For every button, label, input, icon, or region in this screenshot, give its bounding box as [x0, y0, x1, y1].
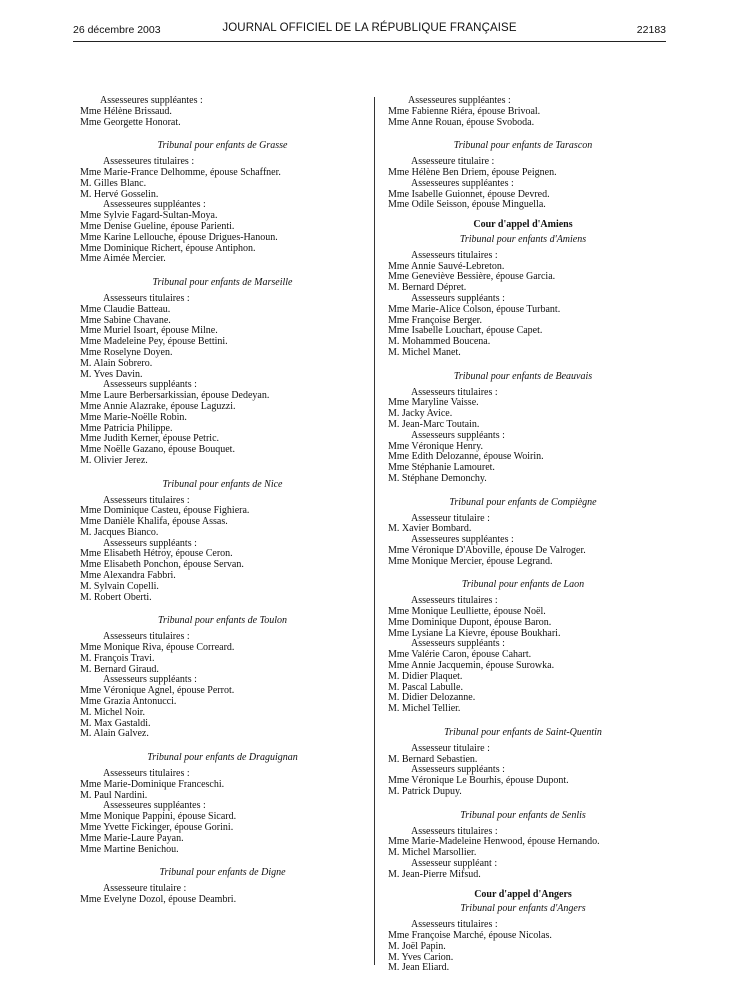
assessor-name: Mme Geneviève Bessière, épouse Garcia.: [388, 271, 556, 283]
assessor-category: Assesseures suppléantes :: [103, 800, 206, 812]
assessor-name: M. Sylvain Copelli.: [80, 580, 159, 592]
page-number: 22183: [636, 24, 666, 36]
assessor-category: Assesseurs suppléants :: [411, 764, 505, 776]
assessor-name: Mme Edith Delozanne, épouse Woirin.: [388, 451, 544, 463]
assessor-name: M. Jean-Marc Toutain.: [388, 418, 480, 430]
tribunal-heading: Tribunal pour enfants de Senlis: [460, 809, 586, 821]
tribunal-heading: Tribunal pour enfants de Tarascon: [453, 140, 593, 152]
assessor-name: M. Michel Tellier.: [388, 703, 461, 715]
assessor-name: Mme Evelyne Dozol, épouse Deambri.: [80, 894, 237, 905]
issue-date: 26 décembre 2003: [73, 24, 161, 36]
assessor-name: M. Stéphane Demonchy.: [388, 472, 487, 484]
assessor-name: Mme Claudie Batteau.: [80, 303, 171, 315]
assessor-name: Mme Marie-Laure Payan.: [80, 832, 184, 844]
assessor-name: M. Didier Delozanne.: [388, 692, 476, 704]
tribunal-heading: Tribunal pour enfants de Digne: [159, 867, 286, 879]
assessor-name: M. Michel Marsollier.: [388, 847, 477, 859]
right-column: [388, 96, 658, 974]
assessor-name: Mme Véronique Agnel, épouse Perrot.: [80, 685, 235, 697]
tribunal-heading: Tribunal pour enfants de Nice: [162, 478, 283, 490]
assessor-name: Mme Isabelle Guionnet, épouse Devred.: [388, 188, 550, 200]
assessor-name: Mme Dominique Richert, épouse Antiphon.: [80, 242, 256, 254]
court-heading: Cour d'appel d'Angers: [474, 888, 572, 900]
tribunal-heading: Tribunal pour enfants de Compiègne: [449, 496, 597, 508]
column-divider: [374, 97, 375, 965]
assessor-name: Mme Marie-Alice Colson, épouse Turbant.: [388, 303, 561, 315]
assessor-name: M. Alain Sobrero.: [80, 357, 153, 369]
assessor-name: Mme Madeleine Pey, épouse Bettini.: [80, 336, 228, 348]
assessor-name: M. Robert Oberti.: [80, 591, 152, 603]
assessor-name: Mme Danièle Khalifa, épouse Assas.: [80, 516, 228, 528]
assessor-name: M. Bernard Sebastien.: [388, 753, 478, 765]
assessor-name: Mme Aimée Mercier.: [80, 253, 166, 265]
assessor-name: Mme Elisabeth Ponchon, épouse Servan.: [80, 559, 244, 571]
court-heading: Cour d'appel d'Amiens: [473, 219, 573, 231]
assessor-name: Mme Sabine Chavane.: [80, 314, 171, 326]
assessor-category: Assesseurs titulaires :: [411, 595, 498, 607]
assessor-name: Mme Valérie Caron, épouse Cahart.: [388, 649, 532, 661]
assessor-name: M. Jean Eliard.: [388, 962, 450, 974]
assessor-name: M. François Travi.: [80, 652, 155, 664]
assessor-name: M. Yves Davin.: [80, 368, 143, 380]
assessor-name: Mme Grazia Antonucci.: [80, 696, 177, 708]
assessor-category: Assesseures suppléantes :: [103, 199, 206, 211]
assessor-category: Assesseurs titulaires :: [411, 825, 498, 837]
assessor-category: Assesseures suppléantes :: [100, 95, 203, 106]
assessor-name: Mme Véronique D'Aboville, épouse De Valroger.: [388, 544, 586, 556]
tribunal-heading: Tribunal pour enfants de Saint-Quentin: [444, 727, 602, 739]
assessor-name: Mme Véronique Henry.: [388, 440, 483, 452]
assessor-name: Mme Françoise Berger.: [388, 314, 482, 326]
assessor-category: Assesseures suppléantes :: [411, 534, 514, 546]
assessor-name: M. Hervé Gosselin.: [80, 188, 159, 200]
assessor-name: M. Jean-Pierre Mifsud.: [388, 868, 481, 880]
tribunal-heading: Tribunal pour enfants de Laon: [461, 579, 585, 591]
assessor-name: Mme Annie Sauvé-Lebreton.: [388, 260, 505, 272]
assessor-category: Assesseurs suppléants :: [411, 292, 505, 304]
assessor-name: Mme Dominique Casteu, épouse Fighiera.: [80, 505, 250, 517]
assessor-name: Mme Annie Jacquemin, épouse Surowka.: [388, 660, 555, 672]
assessor-name: Mme Odile Seisson, épouse Minguella.: [388, 199, 546, 211]
assessor-name: M. Patrick Dupuy.: [388, 786, 462, 798]
assessor-name: Mme Dominique Dupont, épouse Baron.: [388, 616, 552, 628]
assessor-name: M. Paul Nardini.: [80, 789, 148, 801]
assessor-name: Mme Véronique Le Bourhis, épouse Dupont.: [388, 775, 569, 787]
assessor-category: Assesseurs suppléants :: [103, 537, 197, 549]
tribunal-heading: Tribunal pour enfants d'Angers: [460, 903, 586, 915]
assessor-category: Assesseure titulaire :: [103, 883, 187, 895]
assessor-name: Mme Hélène Brissaud.: [80, 105, 172, 117]
assessor-name: Mme Marie-Dominique Franceschi.: [80, 778, 225, 790]
assessor-category: Assesseur titulaire :: [411, 742, 490, 754]
assessor-category: Assesseurs titulaires :: [411, 249, 498, 261]
assessor-name: M. Pascal Labulle.: [388, 681, 463, 693]
assessor-name: M. Didier Plaquet.: [388, 670, 463, 682]
assessor-name: Mme Monique Leulliette, épouse Noël.: [388, 606, 546, 618]
assessor-name: Mme Fabienne Riéra, épouse Brivoal.: [388, 105, 541, 117]
assessor-category: Assesseurs titulaires :: [103, 631, 190, 643]
assessor-category: Assesseures titulaires :: [103, 156, 195, 168]
assessor-name: Mme Hélène Ben Driem, épouse Peignen.: [388, 166, 557, 178]
tribunal-heading: Tribunal pour enfants de Grasse: [157, 140, 288, 152]
assessor-name: M. Michel Noir.: [80, 706, 145, 718]
tribunal-heading: Tribunal pour enfants de Marseille: [152, 277, 293, 289]
assessor-name: Mme Sylvie Fagard-Sultan-Moya.: [80, 210, 218, 222]
tribunal-heading: Tribunal pour enfants de Toulon: [157, 615, 288, 627]
assessor-category: Assesseures suppléantes :: [411, 177, 514, 189]
assessor-name: M. Yves Carion.: [388, 951, 454, 963]
assessor-category: Assesseurs suppléants :: [103, 379, 197, 391]
assessor-category: Assesseurs suppléants :: [103, 674, 197, 686]
assessor-name: M. Xavier Bombard.: [388, 523, 472, 535]
assessor-name: M. Alain Galvez.: [80, 728, 149, 740]
assessor-name: Mme Muriel Isoart, épouse Milne.: [80, 325, 218, 337]
assessor-name: M. Michel Manet.: [388, 346, 461, 358]
assessor-name: Mme Judith Kerner, épouse Petric.: [80, 433, 220, 445]
assessor-name: M. Olivier Jerez.: [80, 454, 148, 466]
assessor-name: Mme Françoise Marché, épouse Nicolas.: [388, 930, 552, 941]
assessor-name: M. Joël Papin.: [388, 940, 446, 952]
assessor-name: Mme Yvette Fickinger, épouse Gorini.: [80, 822, 234, 834]
assessor-name: Mme Elisabeth Hétroy, épouse Ceron.: [80, 548, 233, 560]
assessor-category: Assesseure titulaire :: [411, 156, 495, 168]
assessor-name: M. Jacques Bianco.: [80, 526, 159, 538]
assessor-name: Mme Patricia Philippe.: [80, 422, 173, 434]
assessor-name: Mme Monique Pappini, épouse Sicard.: [80, 811, 237, 823]
assessor-name: M. Bernard Giraud.: [80, 663, 159, 675]
assessor-name: Mme Martine Benichou.: [80, 843, 179, 855]
assessor-category: Assesseurs titulaires :: [103, 768, 190, 780]
page-header: [73, 21, 666, 42]
assessor-name: Mme Laure Berbersarkissian, épouse Dedeyan.: [80, 390, 270, 402]
assessor-name: M. Gilles Blanc.: [80, 177, 147, 189]
assessor-name: Mme Anne Rouan, épouse Svoboda.: [388, 116, 535, 128]
assessor-name: Mme Georgette Honorat.: [80, 116, 181, 128]
assessor-name: Mme Noëlle Gazano, épouse Bouquet.: [80, 444, 235, 456]
assessor-name: M. Max Gastaldi.: [80, 717, 151, 729]
assessor-name: Mme Marie-Noëlle Robin.: [80, 411, 187, 423]
assessor-name: M. Bernard Dépret.: [388, 282, 467, 294]
assessor-category: Assesseurs suppléants :: [411, 429, 505, 441]
assessor-name: Mme Lysiane La Kievre, épouse Boukhari.: [388, 627, 561, 639]
assessor-category: Assesseurs titulaires :: [103, 292, 190, 304]
assessor-name: Mme Alexandra Fabbri.: [80, 570, 176, 582]
assessor-name: Mme Marie-Madeleine Henwood, épouse Hernando.: [388, 836, 600, 848]
left-column: [80, 96, 365, 906]
assessor-name: Mme Denise Gueline, épouse Parienti.: [80, 220, 235, 232]
tribunal-heading: Tribunal pour enfants de Draguignan: [147, 752, 298, 764]
assessor-name: Mme Annie Alazrake, épouse Laguzzi.: [80, 400, 236, 412]
assessor-category: Assesseur titulaire :: [411, 512, 490, 524]
assessor-name: Mme Karine Lellouche, épouse Drigues-Hanoun.: [80, 231, 278, 243]
assessor-category: Assesseurs titulaires :: [411, 919, 498, 931]
assessor-name: Mme Stéphanie Lamouret.: [388, 462, 495, 474]
assessor-name: Mme Monique Riva, épouse Correard.: [80, 642, 235, 654]
tribunal-heading: Tribunal pour enfants de Beauvais: [453, 370, 593, 382]
assessor-category: Assesseurs suppléants :: [411, 638, 505, 650]
assessor-name: Mme Roselyne Doyen.: [80, 346, 173, 358]
assessor-name: Mme Marie-France Delhomme, épouse Schaffner.: [80, 166, 281, 178]
assessor-category: Assesseures suppléantes :: [408, 95, 511, 106]
assessor-name: Mme Monique Mercier, épouse Legrand.: [388, 555, 553, 567]
assessor-category: Assesseurs titulaires :: [411, 386, 498, 398]
assessor-name: M. Mohammed Boucena.: [388, 336, 491, 348]
assessor-category: Assesseurs titulaires :: [103, 494, 190, 506]
journal-title: JOURNAL OFFICIEL DE LA RÉPUBLIQUE FRANÇAISE: [222, 22, 517, 34]
assessor-name: M. Jacky Avice.: [388, 408, 453, 420]
tribunal-heading: Tribunal pour enfants d'Amiens: [459, 233, 587, 245]
assessor-name: Mme Maryline Vaisse.: [388, 397, 479, 409]
assessor-category: Assesseur suppléant :: [411, 858, 498, 870]
assessor-name: Mme Isabelle Louchart, épouse Capet.: [388, 325, 543, 337]
